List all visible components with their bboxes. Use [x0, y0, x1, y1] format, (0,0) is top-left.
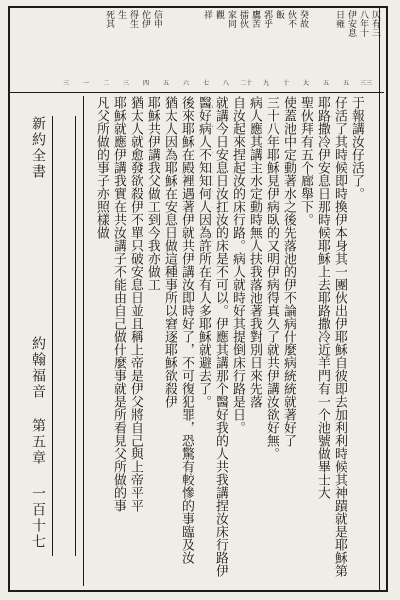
chapter-label: 約翰福音 第五章	[30, 336, 46, 466]
note-r12: 家同	[226, 10, 236, 28]
idx-11: 四	[142, 80, 149, 87]
text-column: 于報講汝仔活了。	[349, 96, 364, 200]
note-l2: 得生	[128, 10, 138, 28]
idx-14: 一	[82, 80, 89, 87]
header-notes-left	[12, 10, 162, 76]
note-l1: 佗伊	[140, 10, 150, 28]
idx-5: 九	[262, 80, 269, 87]
idx-12: 三	[122, 80, 129, 87]
text-column: 病人應其講主水定動時無人扶我落池著我對別日來先落	[247, 96, 262, 408]
text-column: 三十八年耶穌見伊病臥的又明伊病得真久了就共伊講汝欲好無。	[264, 96, 279, 460]
idx-10: 五	[162, 80, 169, 87]
text-column: 仔活了其時候即時換伊本身其一團伙出伊耶穌自彼即去加利利時候其神蹟就是耶穌第	[332, 96, 347, 577]
text-column: 耶路撒冷伊安息日那時候耶穌上去耶路撒冷近羊門有一个池號做畢士大	[315, 96, 330, 499]
text-column: 凡父所做的事子亦照樣做	[94, 96, 109, 239]
title-strip	[52, 116, 76, 556]
note-r11: 擂伙	[238, 10, 248, 28]
note-r7: 伙不	[286, 10, 296, 28]
idx-15: 三	[62, 80, 69, 87]
main-text	[92, 96, 364, 586]
text-column: 猶太人就愈發欲殺伊不單只破安息日並且稱上帝是伊父將自己與上帝平平	[128, 96, 143, 512]
idx-8: 七	[202, 80, 209, 87]
idx-9: 六	[182, 80, 189, 87]
note-r10: 鷹苦	[250, 10, 260, 28]
header-rule	[10, 92, 384, 93]
header-notes-right	[194, 10, 380, 76]
verse-index-row	[14, 78, 376, 90]
note-r1: 八年十	[358, 10, 368, 37]
idx-6: 二十	[239, 80, 252, 87]
idx-13: 二	[102, 80, 109, 87]
text-column: 醫好病人不知知何人因為許所在有人多耶穌就避去了。	[196, 96, 211, 408]
idx-1: 五	[342, 80, 349, 87]
text-column: 耶穌就應伊講我實在共汝講子不能由自己做什麼事就是所看見父所做的事	[111, 96, 126, 512]
idx-3: 大	[302, 80, 309, 87]
note-r4	[321, 10, 332, 76]
text-column: 耶穌共伊講我父做工到今我亦做工	[145, 96, 160, 291]
page-number: 一百十七	[30, 486, 46, 550]
note-r13: 觀	[214, 10, 224, 19]
text-column: 自汝起來捏起汝的床行路。病人就時好其提倒床行路是日。	[230, 96, 245, 434]
idx-2: 五	[322, 80, 329, 87]
note-r0: 仄有三	[370, 10, 380, 37]
text-column: 後來耶穌在殿裡遇著伊就共伊講汝即時好了，不可復犯罪，恐驚有較慘的事臨及汝	[179, 96, 194, 564]
note-r9: 郛乎	[262, 10, 272, 28]
text-column: 聖伙拜有五个廊舉下。	[298, 96, 313, 226]
note-r2: 伊安息	[346, 10, 356, 37]
idx-7: 八	[222, 80, 229, 87]
note-r6: 癸故	[298, 10, 308, 28]
text-column: 猶太人因為耶穌在安息日做這種事所以窘逐耶穌欲殺伊	[162, 96, 177, 408]
note-r5	[309, 10, 320, 76]
note-l4: 死其	[104, 10, 114, 28]
note-l0: 信申	[152, 10, 162, 28]
book-title: 新約全書	[30, 116, 46, 180]
idx-4: 十	[282, 80, 289, 87]
margin-separator	[83, 96, 84, 586]
note-r8: 飯	[274, 10, 284, 19]
note-l3: 生	[116, 10, 126, 19]
idx-0: 三三	[359, 80, 372, 87]
note-r14: 祥	[202, 10, 212, 19]
left-margin	[8, 96, 84, 586]
right-edge-strip	[379, 6, 392, 590]
text-column: 使蓋池中定動著水之後先落池的伊不論病什麼病統統就著好了	[281, 96, 296, 447]
note-r3: 日雍	[334, 10, 344, 28]
text-column: 就講今日安息日汝扛汝的床是不可以。伊應其講那个醫好我的人共我講捏汝床行路伊	[213, 96, 228, 577]
